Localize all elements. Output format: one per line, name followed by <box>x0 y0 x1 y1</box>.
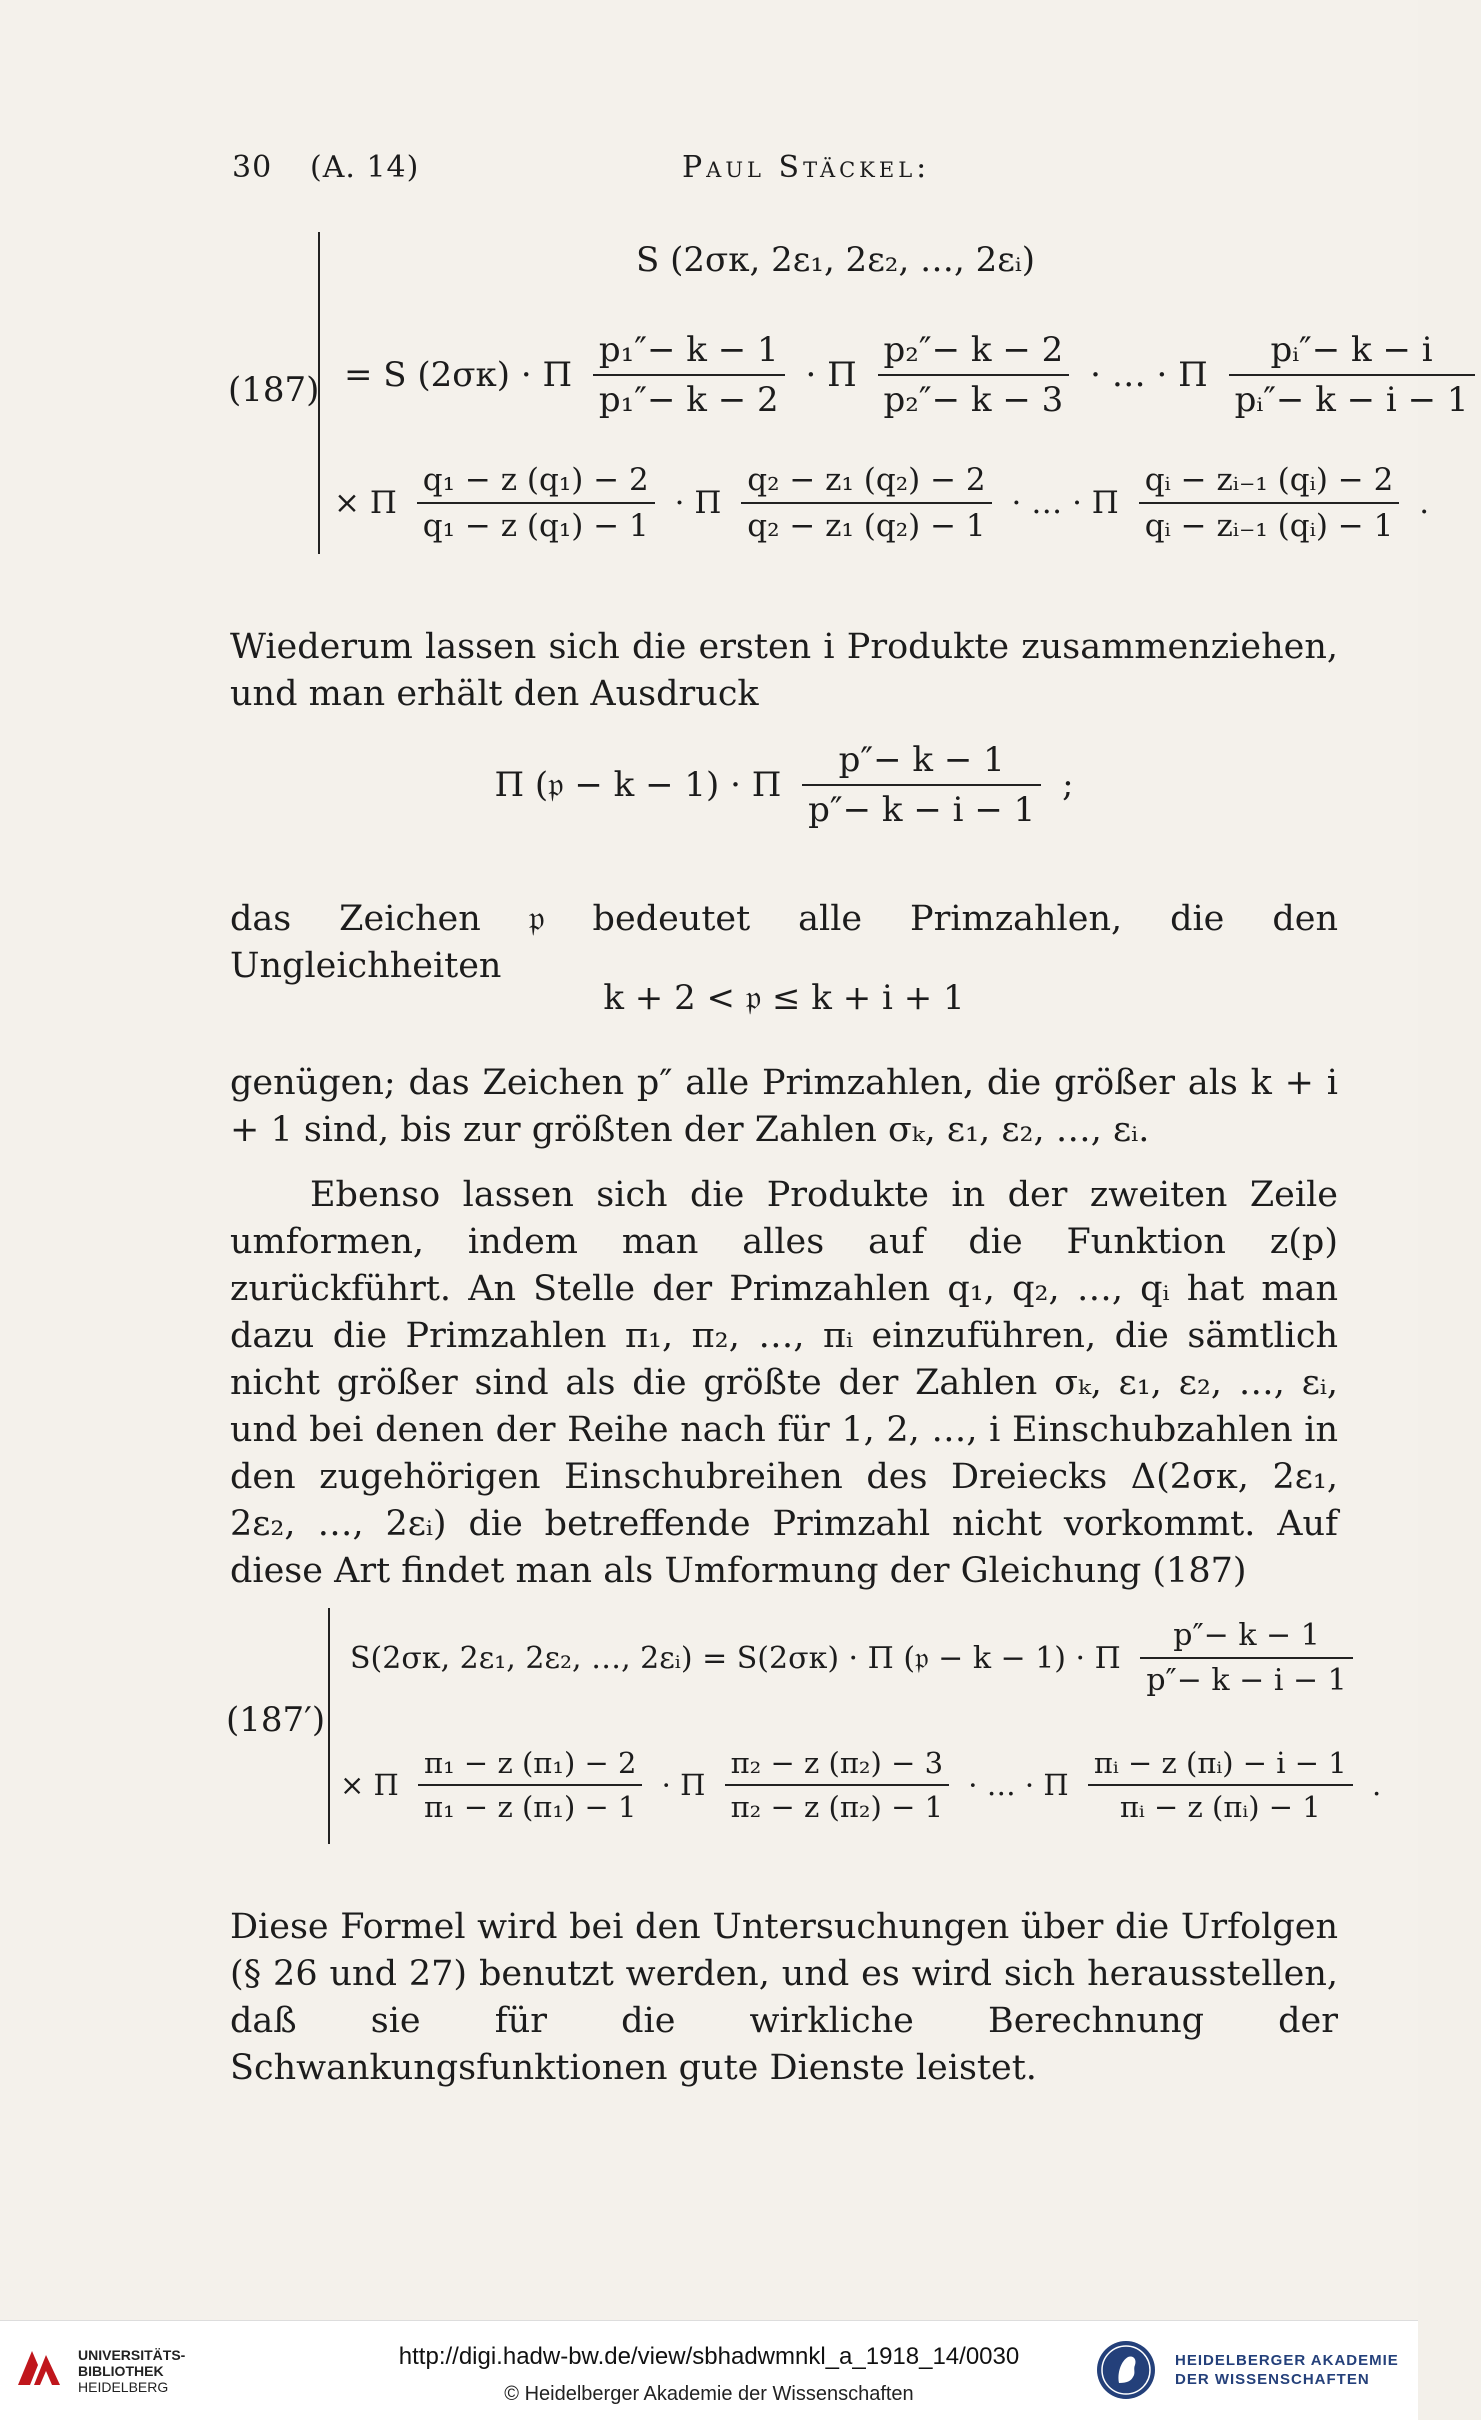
paragraph: das Zeichen 𝔭 bedeutet alle Primzahlen, die den Ungleichheiten <box>230 899 1338 986</box>
fraction: $\frac{\text{πᵢ − z (πᵢ) − i − 1}}{\text{πᵢ − z (πᵢ) − 1}}$ <box>1088 1746 1353 1824</box>
copyright-notice: © Heidelberger Akademie der Wissenschaften <box>504 2383 914 2405</box>
fraction: $\frac{\text{π₁ − z (π₁) − 2}}{\text{π₁ − z (π₁) − 1}}$ <box>418 1746 642 1824</box>
academy-seal-icon <box>1095 2339 1157 2401</box>
equation-number: (187) <box>228 370 320 410</box>
university-library-name: UNIVERSITÄTS- BIBLIOTHEK HEIDELBERG <box>78 2347 186 2395</box>
paragraph: Wiederum lassen sich die ersten i Produkte zusammenziehen, und man erhält den Ausdruck <box>230 627 1338 714</box>
equation-line: × Π $\frac{\text{π₁ − z (π₁) − 2}}{\text{π₁ − z (π₁) − 1}}$ · Π $\frac{\text{π₂ − z (π₂) − 3}}{\text{π₂ − z (π₂) − 1}}$ · … · Π $\frac{\text{πᵢ − z (πᵢ) − i − 1}}{\text{πᵢ − z (πᵢ) − 1}}$ . <box>340 1746 1382 1824</box>
equation-line: × Π $\frac{\text{q₁ − z (q₁) − 2}}{\text{q₁ − z (q₁) − 1}}$ · Π $\frac{\text{q₂ − z₁ (q₂) − 2}}{\text{q₂ − z₁ (q₂) − 1}}$ · … · Π $\frac{\text{qᵢ − zᵢ₋₁ (qᵢ) − 2}}{\text{qᵢ − zᵢ₋₁ (qᵢ) − 1}}$ . <box>334 462 1430 544</box>
equation-line: S (2σκ, 2ε₁, 2ε₂, …, 2εᵢ) <box>636 240 1036 280</box>
display-inequality: k + 2 < 𝔭 ≤ k + i + 1 <box>603 978 965 1018</box>
equation-number: (187′) <box>226 1700 326 1740</box>
section-ref: (A. 14) <box>310 150 420 185</box>
document-url-link[interactable]: http://digi.hadw-bw.de/view/sbhadwmnkl_a_1918_14/0030 <box>398 2343 1020 2370</box>
page-number: 30 <box>232 150 273 185</box>
paragraph: Diese Formel wird bei den Untersuchungen über die Urfolgen (§ 26 und 27) benutzt werden, und es wird sich herausstellen, daß sie für die wirkliche Berechnung der Schwankungsfunktionen gute Dienste leistet. <box>230 1907 1338 2088</box>
fraction: $\frac{\text{π₂ − z (π₂) − 3}}{\text{π₂ − z (π₂) − 1}}$ <box>725 1746 949 1824</box>
viewer-footer <box>0 2320 1418 2420</box>
paragraph: genügen; das Zeichen p″ alle Primzahlen, die größer als k + i + 1 sind, bis zur größten der Zahlen σₖ, ε₁, ε₂, …, εᵢ. <box>230 1063 1338 1150</box>
academy-name: HEIDELBERGER AKADEMIE DER WISSENSCHAFTEN <box>1175 2352 1399 2388</box>
display-expression: Π (𝔭 − k − 1) · Π $\frac{p''- k - 1}{p''- k - i - 1}$ ; <box>494 740 1074 830</box>
fraction: $\frac{\text{qᵢ − zᵢ₋₁ (qᵢ) − 2}}{\text{qᵢ − zᵢ₋₁ (qᵢ) − 1}}$ <box>1139 462 1400 544</box>
fraction: $\frac{\text{q₁ − z (q₁) − 2}}{\text{q₁ − z (q₁) − 1}}$ <box>417 462 655 544</box>
fraction: $\frac{\text{p₂″− k − 2}}{\text{p₂″− k − 3}}$ <box>878 330 1070 420</box>
author-heading: Paul Stäckel: <box>682 150 931 185</box>
fraction: $\frac{\text{pᵢ″− k − i}}{\text{pᵢ″− k − i − 1}}$ <box>1229 330 1475 420</box>
fraction: $\frac{p''- k - 1}{p''- k - i - 1}$ <box>1140 1618 1352 1698</box>
fraction: $\frac{\text{p₁″− k − 1}}{\text{p₁″− k − 2}}$ <box>593 330 785 420</box>
equation-line: = S (2σκ) · Π $\frac{\text{p₁″− k − 1}}{\text{p₁″− k − 2}}$ · Π $\frac{\text{p₂″− k − 2}}{\text{p₂″− k − 3}}$ · … · Π $\frac{\text{pᵢ″− k − i}}{\text{pᵢ″− k − i − 1}}$ <box>340 330 1481 420</box>
fraction: $\frac{p''- k - 1}{p''- k - i - 1}$ <box>802 740 1041 830</box>
paragraph: Ebenso lassen sich die Produkte in der zweiten Zeile umformen, indem man alles auf die Funktion z(p) zurückführt. An Stelle der Primzahlen q₁, q₂, …, qᵢ hat man dazu die Primzahlen π₁, π₂, …, πᵢ einzuführen, die sämtlich nicht größer sind als die größte der Zahlen σₖ, ε₁, ε₂, …, εᵢ, und bei denen der Reihe nach für 1, 2, …, i Einschubzahlen in den zugehörigen Einschubreihen des Dreiecks Δ(2σκ, 2ε₁, 2ε₂, …, 2εᵢ) die betreffende Primzahl nicht vorkommt. Auf diese Art findet man als Umformung der Gleichung (187) <box>230 1175 1338 1591</box>
equation-brace <box>328 1608 330 1844</box>
equation-line: S(2σκ, 2ε₁, 2ε₂, …, 2εᵢ) = S(2σκ) · Π (𝔭 − k − 1) · Π $\frac{p''- k - 1}{p''- k - i - 1}$ <box>346 1618 1359 1698</box>
equation-brace <box>318 232 320 554</box>
fraction: $\frac{\text{q₂ − z₁ (q₂) − 2}}{\text{q₂ − z₁ (q₂) − 1}}$ <box>741 462 991 544</box>
